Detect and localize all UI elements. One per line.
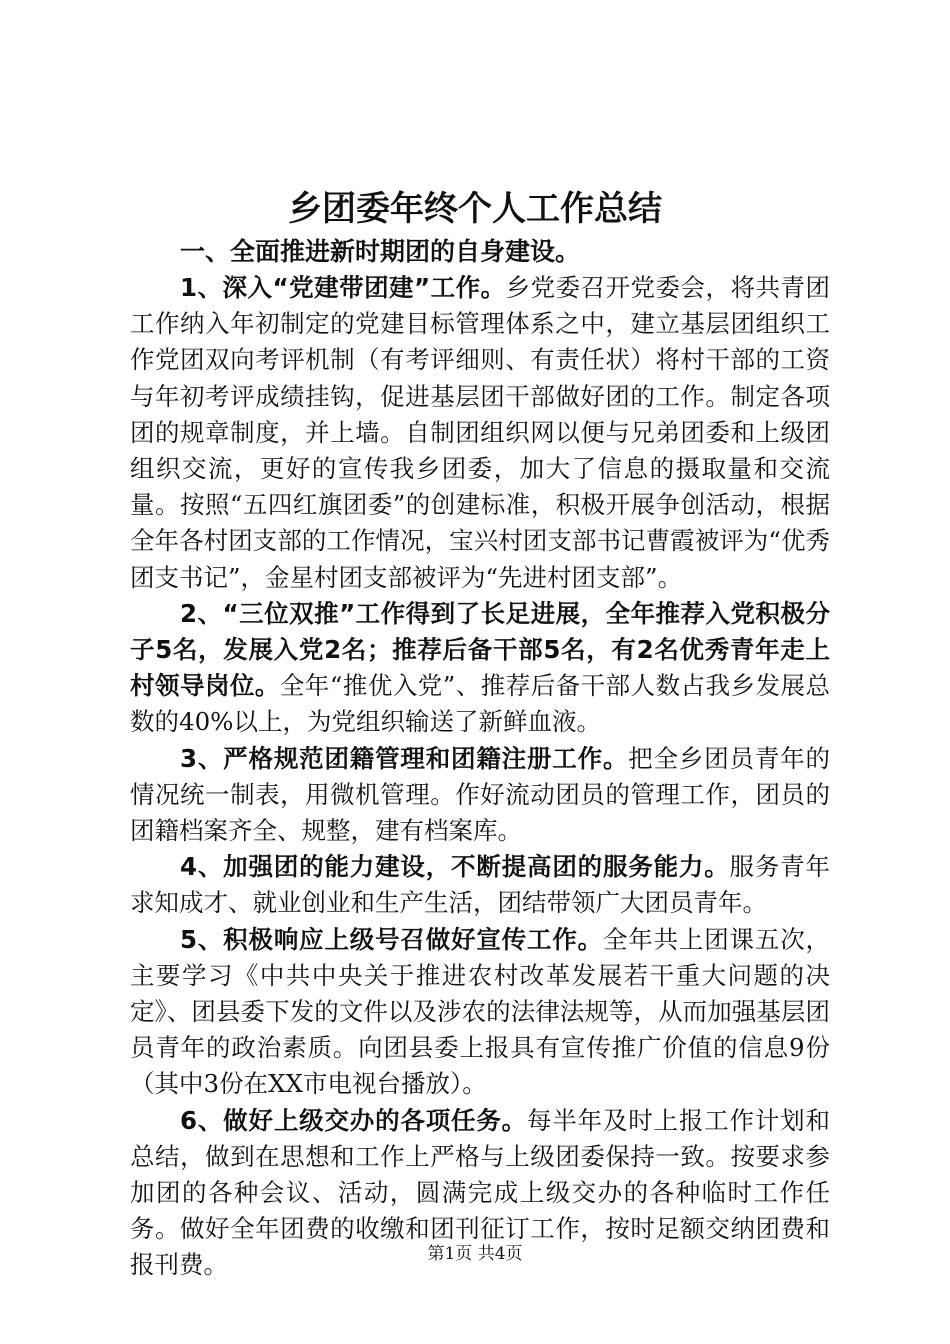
paragraph-text: 全年“推优入党”、推荐后备干部人数占我乡发展总数的40%以上，为党组织输送了新鲜血液。 (130, 671, 830, 737)
page-number-footer: 第1页 共4页 (427, 1244, 523, 1264)
paragraph-text: 把全乡团员青年的情况统一制表，用微机管理。作好流动团员的管理工作，团员的团籍档案齐全、规整，建有档案库。 (130, 743, 831, 846)
paragraph-lead: 2、“三位双推”工作得到了长足进展，全年推荐入党积极分子5名，发展入党2名；推荐后备干部5名，有2名优秀青年走上村领导岗位。 (130, 598, 830, 701)
paragraph-text: 服务青年求知成才、就业创业和生产生活，团结带领广大团员青年。 (130, 852, 831, 918)
paragraph-2 (130, 596, 830, 741)
paragraph-text: 每半年及时上报工作计划和总结，做到在思想和工作上严格与上级团委保持一致。按要求参加团的各种会议、活动，圆满完成上级交办的各种临时工作任务。做好全年团费的收缴和团刊征订工作，按时足额交纳团费和报刊费。 (130, 1105, 830, 1280)
page-title: 乡团委年终个人工作总结 (288, 189, 662, 229)
paragraph-lead: 4、加强团的能力建设，不断提高团的服务能力。 (180, 852, 730, 882)
paragraph-5 (130, 922, 830, 1103)
paragraph-lead: 6、做好上级交办的各项任务。 (180, 1105, 527, 1135)
paragraph-1 (130, 270, 830, 596)
paragraph-3 (130, 741, 830, 850)
paragraph-4 (130, 849, 830, 921)
paragraph-text: 乡党委召开党委会，将共青团工作纳入年初制定的党建目标管理体系之中，建立基层团组织工作党团双向考评机制（有考评细则、有责任状）将村干部的工资与年初考评成绩挂钩，促进基层团干部做好团的工作。制定各项团的规章制度，并上墙。自制团组织网以便与兄弟团委和上级团组织交流，更好的宣传我乡团委，加大了信息的摄取量和交流量。按照“五四红旗团委”的创建标准，积极开展争创活动，根据全年各村团支部的工作情况，宝兴村团支部书记曹霞被评为“优秀团支书记”，金星村团支部被评为“先进村团支部”。 (130, 273, 830, 592)
paragraph-lead: 1、深入“党建带团建”工作。 (180, 273, 506, 302)
paragraph-lead: 5、积极响应上级号召做好宣传工作。 (180, 924, 603, 954)
section-heading: 一、全面推进新时期团的自身建设。 (180, 237, 581, 266)
document-body (130, 234, 830, 1284)
paragraph-text: 全年共上团课五次，主要学习《中共中央关于推进农村改革发展若干重大问题的决定》、团县委下发的文件以及涉农的法律法规等，从而加强基层团员青年的政治素质。向团县委上报具有宣传推广价值的信息9份（其中3份在XX市电视台播放）。 (130, 924, 831, 1099)
paragraph-lead: 3、严格规范团籍管理和团籍注册工作。 (180, 743, 629, 773)
